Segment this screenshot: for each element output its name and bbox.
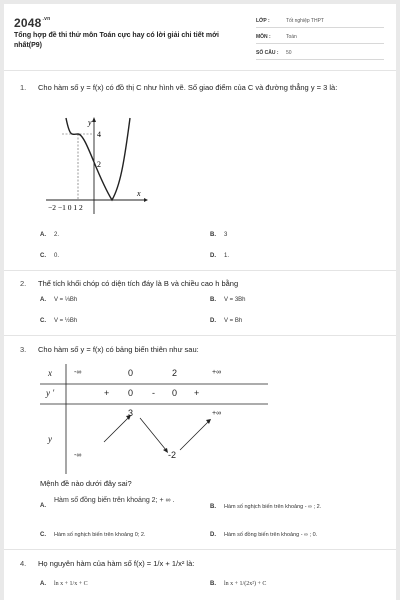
table-y-min: -2	[168, 450, 177, 460]
table-x-0: 0	[128, 368, 134, 378]
graph-x-label: x	[137, 189, 141, 198]
q2-option-b[interactable]: B. V = 3Bh	[210, 297, 246, 303]
meta-question-count: SỐ CÂU : 50	[256, 46, 384, 60]
y-axis-arrow-icon	[92, 117, 96, 122]
table-y-head: y	[48, 434, 52, 444]
q2-option-a[interactable]: A. V = ⅓Bh	[40, 297, 78, 303]
document-header	[4, 4, 396, 64]
q4-option-b[interactable]: B. ln x + 1/(2x²) + C	[210, 581, 267, 587]
table-x-2: 2	[172, 368, 178, 378]
q3-option-c[interactable]: C. Hàm số nghịch biến trên khoảng 0; 2.	[40, 532, 146, 538]
site-logo[interactable]: $2048^{.vn}$	[14, 16, 51, 30]
graph-tick-2: 2	[97, 160, 101, 169]
meta-class: LỚP : Tốt nghiệp THPT	[256, 14, 384, 28]
q3-option-b[interactable]: B. Hàm số nghịch biến trên khoảng - ∞ ; 2.	[210, 504, 322, 510]
q2-option-c[interactable]: C. V = ½Bh	[40, 318, 78, 324]
table-x-pos-inf: +∞	[212, 369, 222, 376]
graph-x-ticks: −2 −1 0 1 2	[48, 203, 83, 212]
table-y-neg-inf: -∞	[74, 452, 82, 459]
q4-option-a[interactable]: A. ln x + 1/x + C	[40, 581, 88, 587]
document-title: Tổng hợp đề thi thử môn Toán cực hay có lời giải chi tiết mới nhất(P9)	[14, 32, 220, 49]
divider	[4, 70, 396, 71]
q1-option-c[interactable]: C. 0.	[40, 253, 60, 259]
table-sign-5: +	[194, 388, 200, 398]
table-sign-1: +	[104, 388, 110, 398]
table-sign-4: 0	[172, 388, 178, 398]
divider	[4, 549, 396, 550]
q3-option-d[interactable]: D. Hàm số đồng biến trên khoảng - ∞ ; 0.	[210, 532, 318, 538]
table-sign-3: -	[152, 388, 155, 398]
q2-option-d[interactable]: D. V = Bh	[210, 318, 243, 324]
q1-option-b[interactable]: B. 3	[210, 232, 228, 238]
graph-tick-4: 4	[97, 130, 101, 139]
table-sign-2: 0	[128, 388, 134, 398]
table-y-max: 3	[128, 408, 134, 418]
divider	[4, 270, 396, 271]
variation-table	[40, 364, 268, 474]
function-graph	[42, 114, 150, 218]
q1-option-d[interactable]: D. 1.	[210, 253, 230, 259]
x-axis-arrow-icon	[144, 198, 148, 202]
table-x-head: x	[48, 368, 52, 378]
q3-prompt: Mệnh đề nào dưới đây sai?	[40, 479, 132, 488]
meta-subject: MÔN : Toán	[256, 30, 384, 44]
table-derivative-head: y '	[46, 388, 55, 398]
table-x-neg-inf: -∞	[74, 369, 82, 376]
q1-option-a[interactable]: A. 2.	[40, 232, 60, 238]
divider	[4, 335, 396, 336]
graph-y-label: y	[88, 118, 92, 127]
table-y-pos-inf: +∞	[212, 410, 222, 417]
document-page: $2048^{.vn}$ Tổng hợp đề thi thử môn Toán cực hay có lời giải chi tiết mới nhất(P9) LỚP : Tốt nghiệp THPT MÔN : Toán SỐ CÂU : 50 1. Cho hàm số y = f(x) có đồ thị C như hình vẽ. Số giao điểm của C và đường thẳng y = 3 là: y x 4 2 −2 −1 0 1 2 A. 2. B. 3 C. 0. D. 1. 2. Thể tích khối chóp có diện tích đáy là B và chiều cao h bằng A. V = ⅓Bh B. V = 3Bh C. V = ½Bh D. V = Bh 3. Cho hàm số y = f(x) có bảng biến thiên như sau: x -∞ 0 2 +∞ y ' + 0 - 0 + y 3 +∞ -∞ -2 Mệnh đề nào dưới đây sai? A. Hàm số đồng biến trên khoảng 2; + ∞ . B. Hàm số nghịch biến trên khoảng - ∞ ; 2. C. Hàm số nghịch biến trên khoảng 0; 2. D. Hàm số đồng biến trên khoảng - ∞ ; 0. 4. Họ nguyên hàm của hàm số f(x) = 1/x + 1/x² là: A. ln x + 1/x + C B. ln x + 1/(2x²) + C	[4, 4, 396, 600]
